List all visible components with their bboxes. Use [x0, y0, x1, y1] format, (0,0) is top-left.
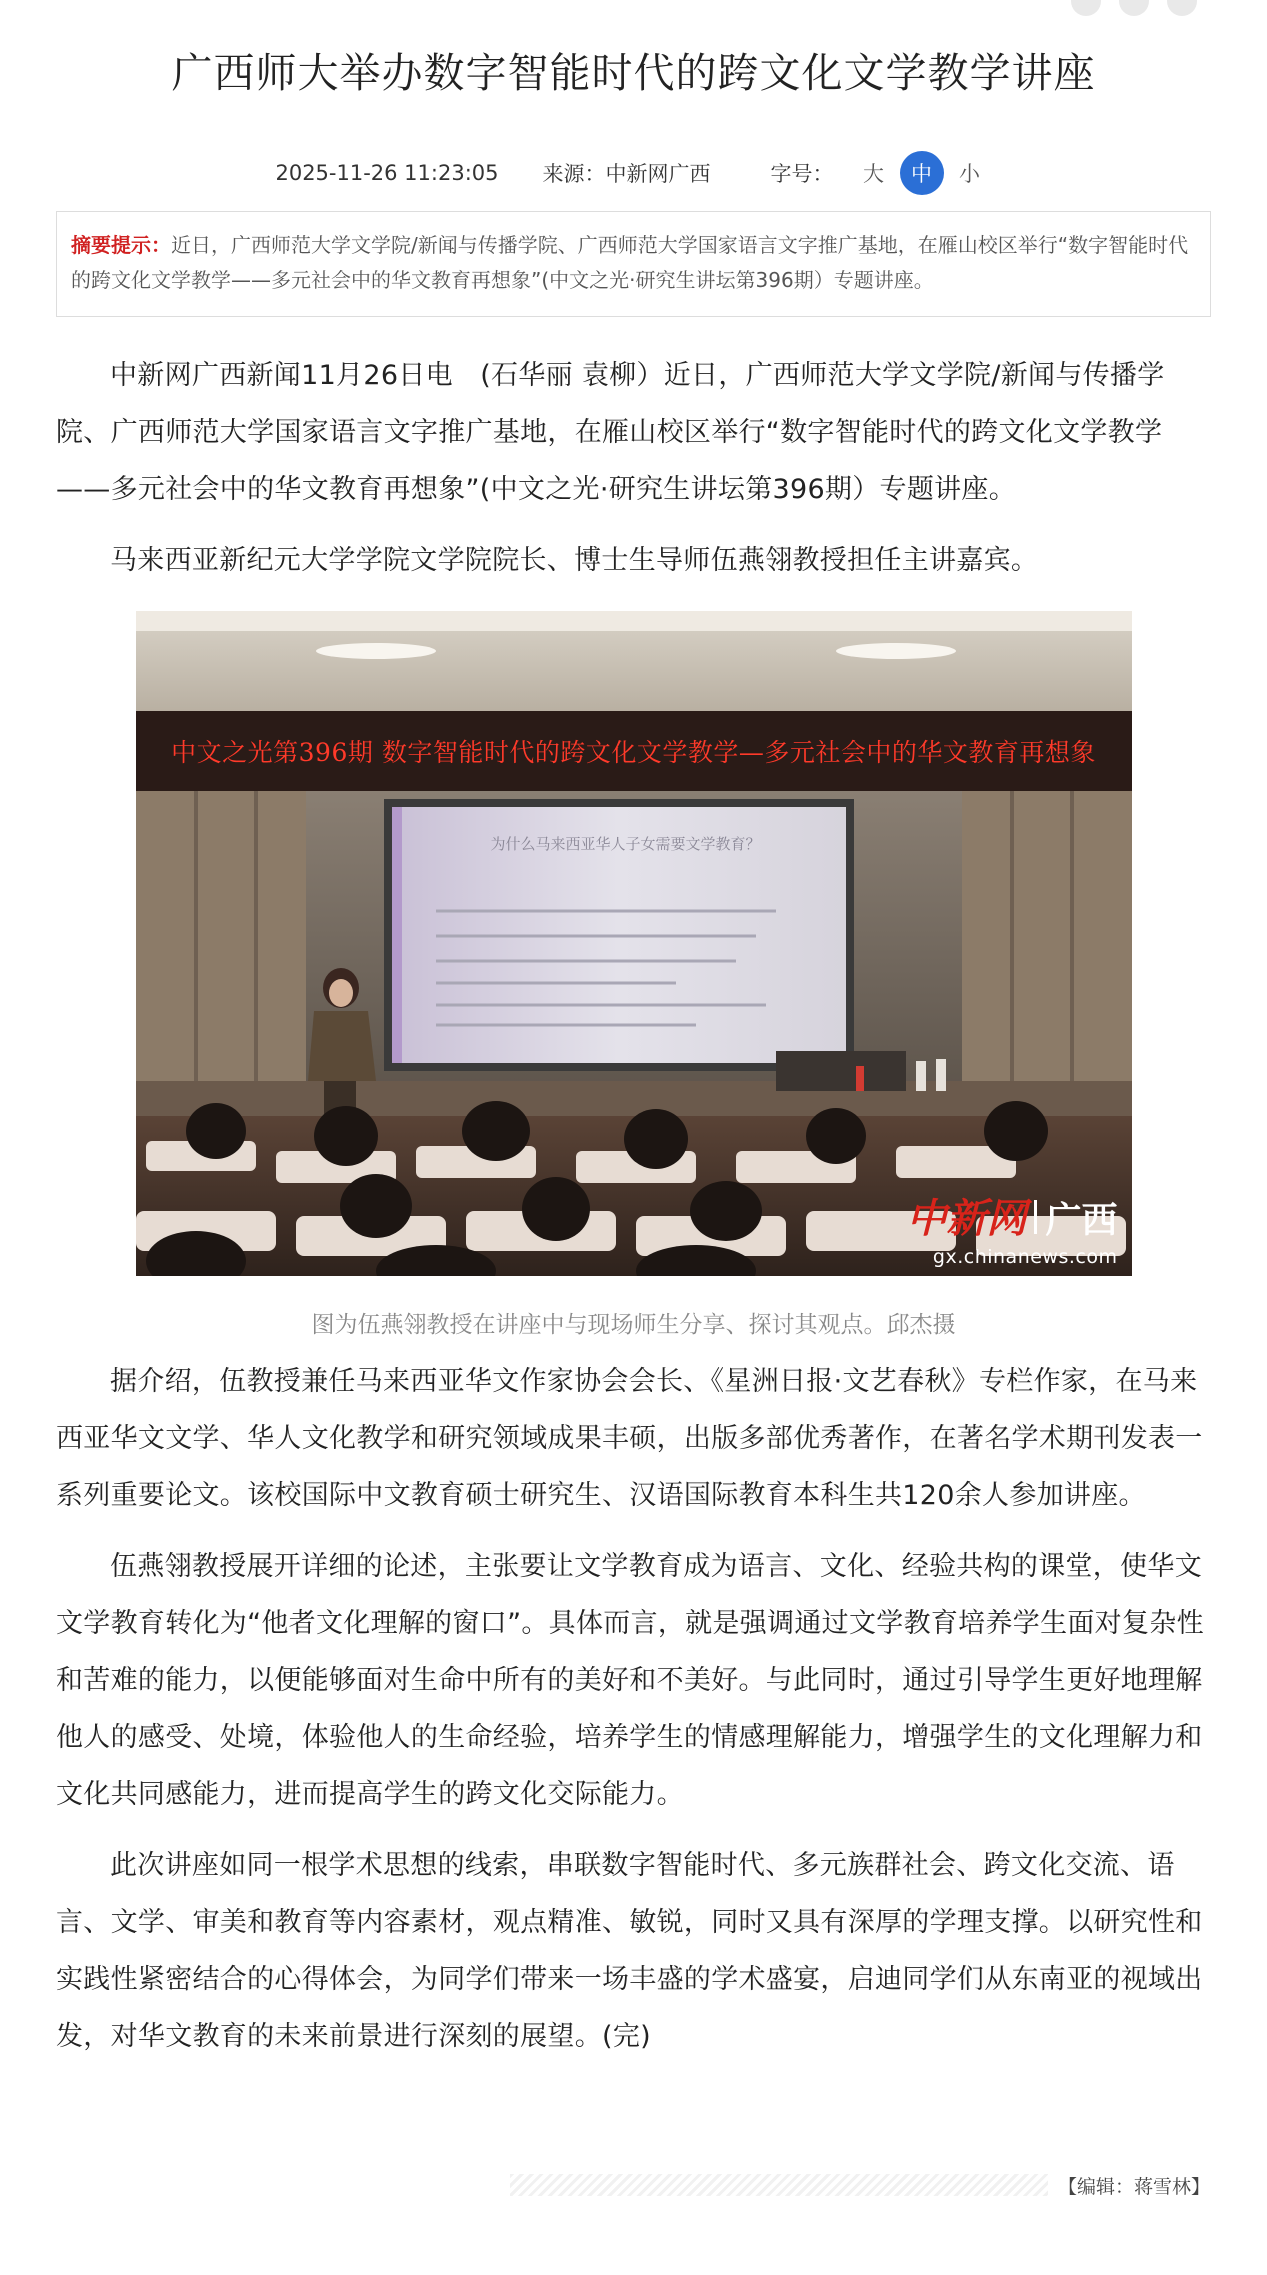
photo-banner-text: 中文之光第396期 数字智能时代的跨文化文学教学—多元社会中的华文教育再想象 [171, 738, 1096, 767]
article-paragraph: 此次讲座如同一根学术思想的线索，串联数字智能时代、多元族群社会、跨文化交流、语言、文学、审美和教育等内容素材，观点精准、敏锐，同时又具有深厚的学理支撑。以研究性和实践性紧密结合的心得体会，为同学们带来一场丰盛的学术盛宴，启迪同学们从东南亚的视域出发，对华文教育的未来前景进行深刻的展望。(完) [56, 1850, 1203, 2052]
watermark-region: 广西 [1045, 1200, 1118, 1241]
font-size-large-button[interactable]: 大 [863, 162, 885, 186]
photo-screen-title: 为什么马来西亚华人子女需要文学教育？ [490, 835, 761, 853]
toolbar-dot-icon[interactable] [1071, 0, 1101, 16]
photo-caption: 图为伍燕翎教授在讲座中与现场师生分享、探讨其观点。邱杰摄 [311, 1312, 956, 1338]
article-source: 来源：中新网广西 [542, 162, 711, 186]
article-paragraph: 中新网广西新闻11月26日电 (石华丽 袁柳）近日，广西师范大学文学院/新闻与传播学院、广西师范大学国家语言文字推广基地，在雁山校区举行“数字智能时代的跨文化文学教学——多元社会中的华文教育再想象”(中文之光·研究生讲坛第396期）专题讲座。 [56, 360, 1165, 505]
watermark-url: gx.chinanews.com [932, 1246, 1118, 1268]
font-size-medium-button[interactable]: 中 [900, 151, 944, 195]
article-body [56, 347, 1211, 2065]
font-size-small-button[interactable]: 小 [959, 162, 981, 186]
toolbar-dot-icon[interactable] [1167, 0, 1197, 16]
photo-watermark [906, 1187, 1117, 1268]
decorative-divider [510, 2174, 1048, 2196]
article-paragraph: 伍燕翎教授展开详细的论述，主张要让文学教育成为语言、文化、经验共构的课堂，使华文文学教育转化为“他者文化理解的窗口”。具体而言，就是强调通过文学教育培养学生面对复杂性和苦难的能力，以便能够面对生命中所有的美好和不美好。与此同时，通过引导学生更好地理解他人的感受、处境，体验他人的生命经验，培养学生的情感理解能力，增强学生的文化理解力和文化共同感能力，进而提高学生的跨文化交际能力。 [56, 1551, 1204, 1810]
publish-time: 2025-11-26 11:23:05 [275, 161, 499, 185]
article-meta [56, 151, 1211, 195]
watermark-separator [1034, 1200, 1037, 1234]
font-size-label: 字号： [770, 162, 834, 186]
article-paragraph: 据介绍，伍教授兼任马来西亚华文作家协会会长、《星洲日报·文艺春秋》专栏作家，在马来西亚华文文学、华人文化教学和研究领域成果丰硕，出版多部优秀著作，在著名学术期刊发表一系列重要论文。该校国际中文教育硕士研究生、汉语国际教育本科生共120余人参加讲座。 [56, 1366, 1203, 1511]
page-title: 广西师大举办数字智能时代的跨文化文学教学讲座 [171, 49, 1096, 97]
editor-row [510, 2172, 1210, 2198]
chinanews-logo: 中新网 [906, 1195, 1027, 1242]
article-photo [136, 611, 1132, 1276]
toolbar-dot-icon[interactable] [1119, 0, 1149, 16]
article-paragraph: 马来西亚新纪元大学学院文学院院长、博士生导师伍燕翎教授担任主讲嘉宾。 [110, 545, 1039, 576]
summary-text: 近日，广西师范大学文学院/新闻与传播学院、广西师范大学国家语言文字推广基地，在雁山校区举行“数字智能时代的跨文化文学教学——多元社会中的华文教育再想象”(中文之光·研究生讲坛第396期）专题讲座。 [71, 233, 1189, 292]
summary-box [56, 211, 1211, 317]
top-toolbar-dots [1071, 0, 1197, 16]
editor-credit: 【编辑：蒋雪林】 [1057, 2175, 1210, 2198]
lecture-photo-illustration [136, 611, 1132, 1276]
summary-label: 摘要提示： [71, 233, 171, 257]
